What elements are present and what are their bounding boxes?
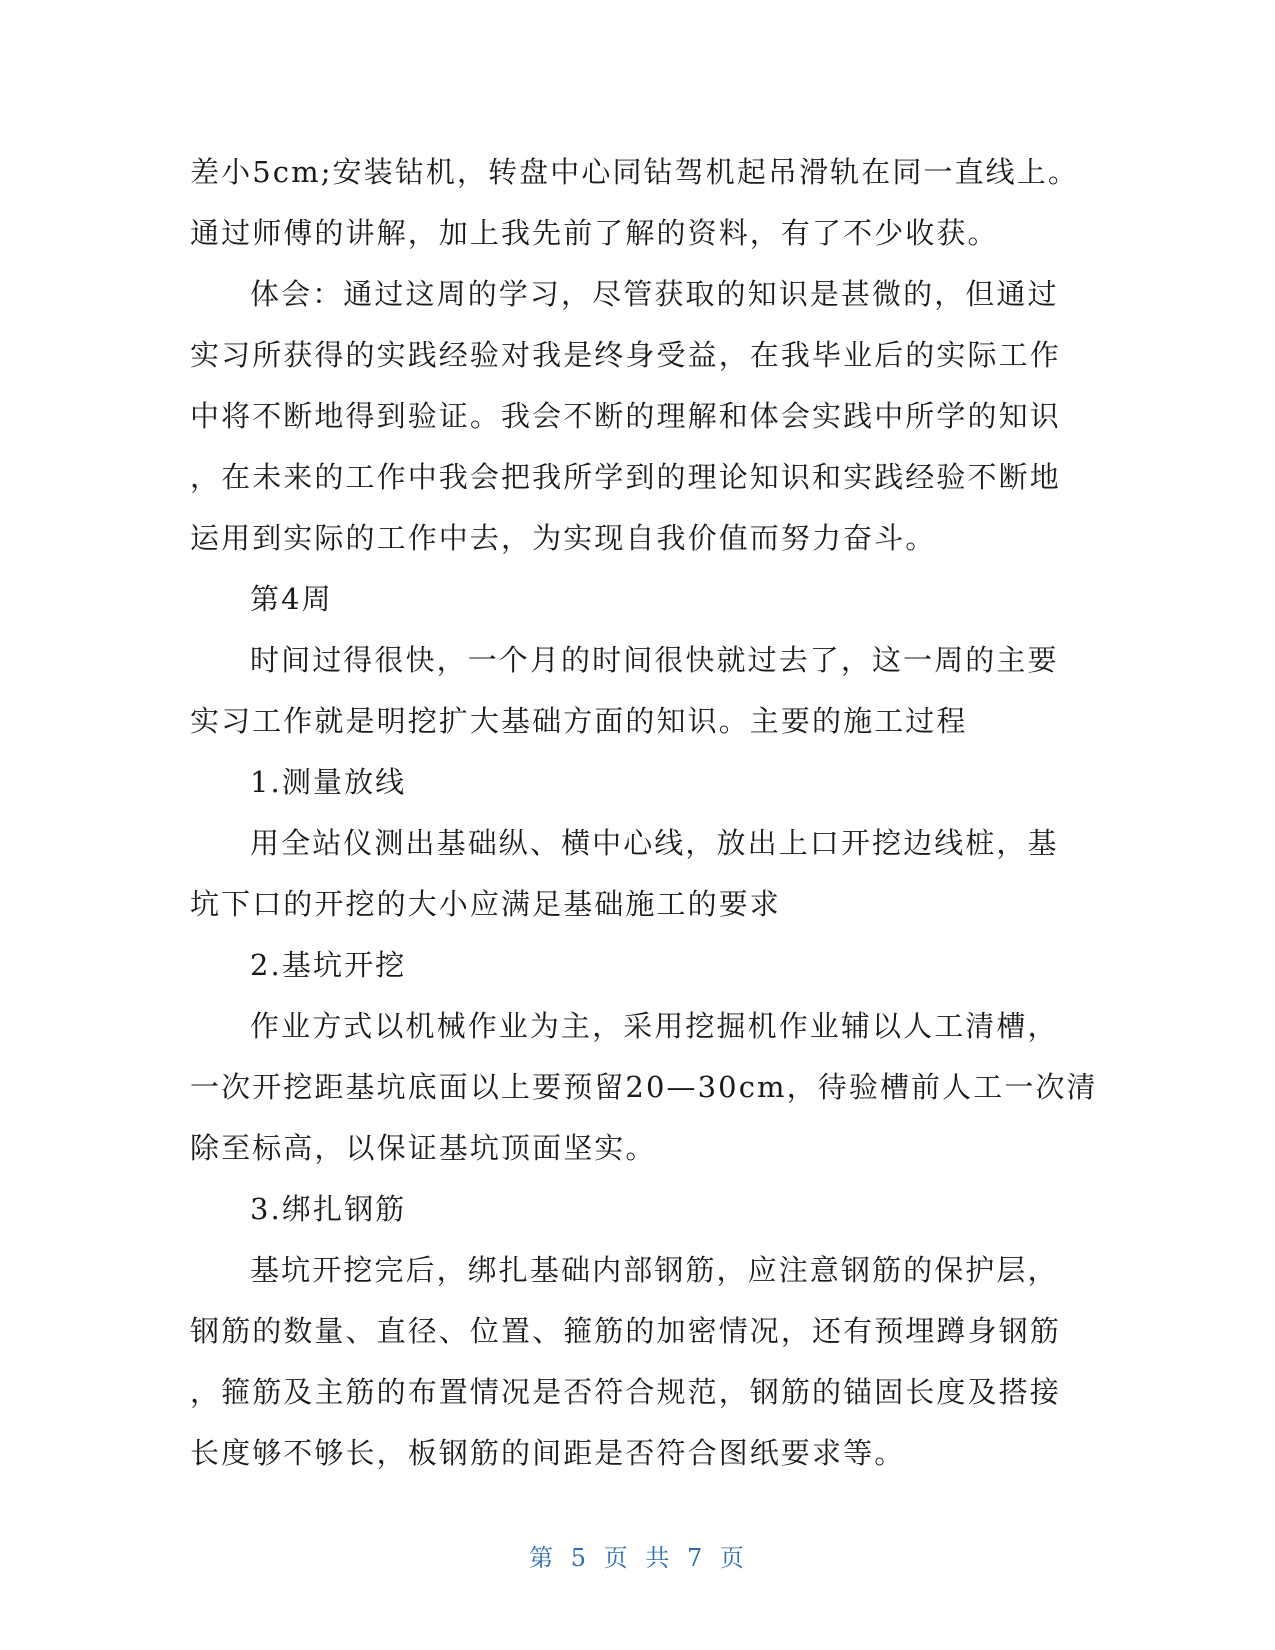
text-line: 通过师傅的讲解，加上我先前了解的资料，有了不少收获。 <box>190 216 999 250</box>
page-footer <box>0 1538 1275 1573</box>
text-line: 体会：通过这周的学习，尽管获取的知识是甚微的，但通过 <box>250 277 1059 311</box>
text-line: 用全站仪测出基础纵、横中心线，放出上口开挖边线桩，基 <box>250 826 1059 860</box>
text-line: 钢筋的数量、直径、位置、箍筋的加密情况，还有预埋蹲身钢筋 <box>190 1314 1061 1348</box>
total-pages-number: 7 <box>686 1544 705 1572</box>
text-line: 时间过得很快，一个月的时间很快就过去了，这一周的主要 <box>250 643 1059 677</box>
step-heading-1: 1.测量放线 <box>250 765 407 799</box>
text-line: 坑下口的开挖的大小应满足基础施工的要求 <box>190 887 781 921</box>
section-heading-week4: 第4周 <box>250 582 333 616</box>
step-heading-2: 2.基坑开挖 <box>250 948 407 982</box>
current-page-number: 5 <box>570 1544 589 1572</box>
text-line: 中将不断地得到验证。我会不断的理解和体会实践中所学的知识 <box>190 399 1061 433</box>
text-line: 差小5cm;安装钻机，转盘中心同钻驾机起吊滑轨在同一直线上。 <box>190 155 1079 189</box>
text-line: 运用到实际的工作中去，为实现自我价值而努力奋斗。 <box>190 521 937 555</box>
total-label: 共 <box>645 1544 672 1572</box>
page-label-suffix: 页 <box>719 1544 746 1572</box>
page-label-mid: 页 <box>603 1544 630 1572</box>
document-body <box>190 142 1098 1484</box>
text-line: 实习所获得的实践经验对我是终身受益，在我毕业后的实际工作 <box>190 338 1061 372</box>
text-line: ，在未来的工作中我会把我所学到的理论知识和实践经验不断地 <box>190 460 1061 494</box>
text-line: 除至标高，以保证基坑顶面坚实。 <box>190 1131 657 1165</box>
text-line: 基坑开挖完后，绑扎基础内部钢筋，应注意钢筋的保护层， <box>250 1253 1059 1287</box>
text-line: ，箍筋及主筋的布置情况是否符合规范，钢筋的锚固长度及搭接 <box>190 1375 1061 1409</box>
text-line: 实习工作就是明挖扩大基础方面的知识。主要的施工过程 <box>190 704 968 738</box>
text-line: 一次开挖距基坑底面以上要预留20—30cm，待验槽前人工一次清 <box>190 1070 1098 1104</box>
step-heading-3: 3.绑扎钢筋 <box>250 1192 407 1226</box>
text-line: 长度够不够长，板钢筋的间距是否符合图纸要求等。 <box>190 1436 906 1470</box>
page-label-prefix: 第 <box>529 1544 556 1572</box>
text-line: 作业方式以机械作业为主，采用挖掘机作业辅以人工清槽， <box>250 1009 1059 1043</box>
